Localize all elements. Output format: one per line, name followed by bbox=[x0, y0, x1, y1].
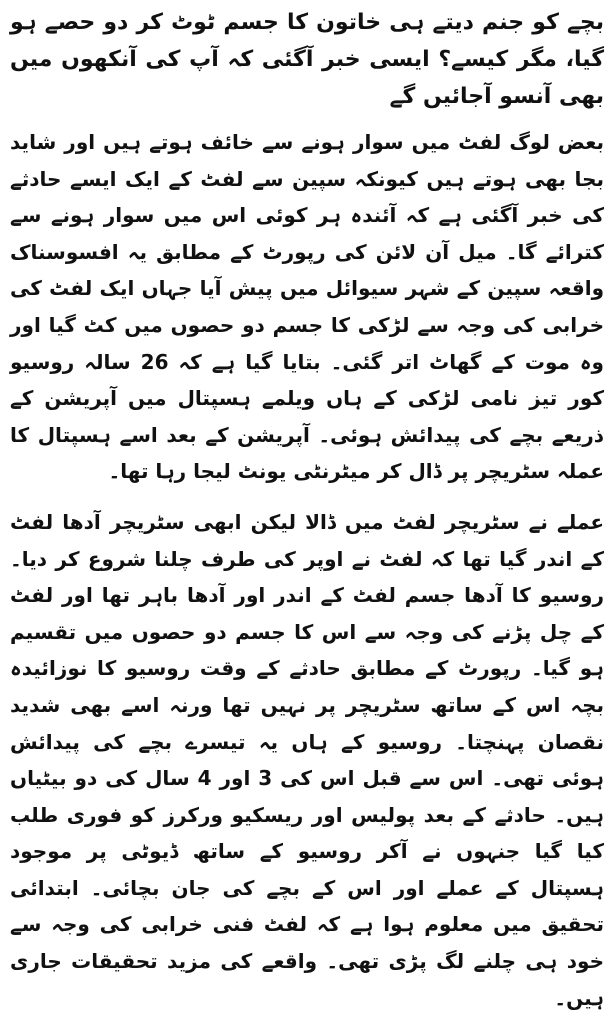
article-headline: بچے کو جنم دیتے ہی خاتون کا جسم ٹوٹ کر دو حصے ہو گیا، مگر کیسے؟ ایسی خبر آگئی کہ آپ کی آنکھوں میں بھی آنسو آجائیں گے bbox=[10, 10, 604, 109]
article-paragraph-1: بعض لوگ لفٹ میں سوار ہونے سے خائف ہوتے ہیں اور شاید بجا بھی ہوتے ہیں کیونکہ سپین سے لفٹ کے ایک ایسے حادثے کی خبر آگئی ہے کہ آئندہ ہر کوئی اس میں سوار ہونے سے کترائے گا۔ میل آن لائن کی رپورٹ کے مطابق یہ افسوسناک واقعہ سپین کے شہر سیوائل میں پیش آیا جہاں ایک لفٹ کی خرابی کی وجہ سے لڑکی کا جسم دو حصوں میں کٹ گیا اور وہ موت کے گھاٹ اتر گئی۔ بتایا گیا ہے کہ 26 سالہ روسیو کور تیز نامی لڑکی کے ہاں ویلمے ہسپتال میں آپریشن کے ذریعے بچے کی پیدائش ہوئی۔ آپریشن کے بعد اسے ہسپتال کا عملہ سٹریچر پر ڈال کر میٹرنٹی یونٹ لیجا رہا تھا۔ bbox=[10, 130, 604, 484]
article-paragraph-2: عملے نے سٹریچر لفٹ میں ڈالا لیکن ابھی سٹریچر آدھا لفٹ کے اندر گیا تھا کہ لفٹ نے اوپر کی طرف چلنا شروع کر دیا۔ روسیو کا آدھا جسم لفٹ کے اندر اور آدھا باہر تھا اور لفٹ کے چل پڑنے کی وجہ سے اس کا جسم دو حصوں میں تقسیم ہو گیا۔ رپورٹ کے مطابق حادثے کے وقت روسیو کا نوزائیدہ بچہ اس کے ساتھ سٹریچر پر نہیں تھا ورنہ اسے بھی شدید نقصان پہنچتا۔ روسیو کے ہاں یہ تیسرے بچے کی پیدائش ہوئی تھی۔ اس سے قبل اس کی 3 اور 4 سال کی دو بیٹیاں ہیں۔ حادثے کے بعد پولیس اور ریسکیو ورکرز کو فوری طلب کیا گیا جنہوں نے آکر روسیو کے ساتھ ڈیوٹی پر موجود ہسپتال کے عملے اور اس کے بچے کی جان بچائی۔ ابتدائی تحقیق میں معلوم ہوا ہے کہ لفٹ فنی خرابی کی وجہ سے خود ہی چلنے لگ پڑی تھی۔ واقعے کی مزید تحقیقات جاری ہیں۔ bbox=[10, 509, 604, 1010]
